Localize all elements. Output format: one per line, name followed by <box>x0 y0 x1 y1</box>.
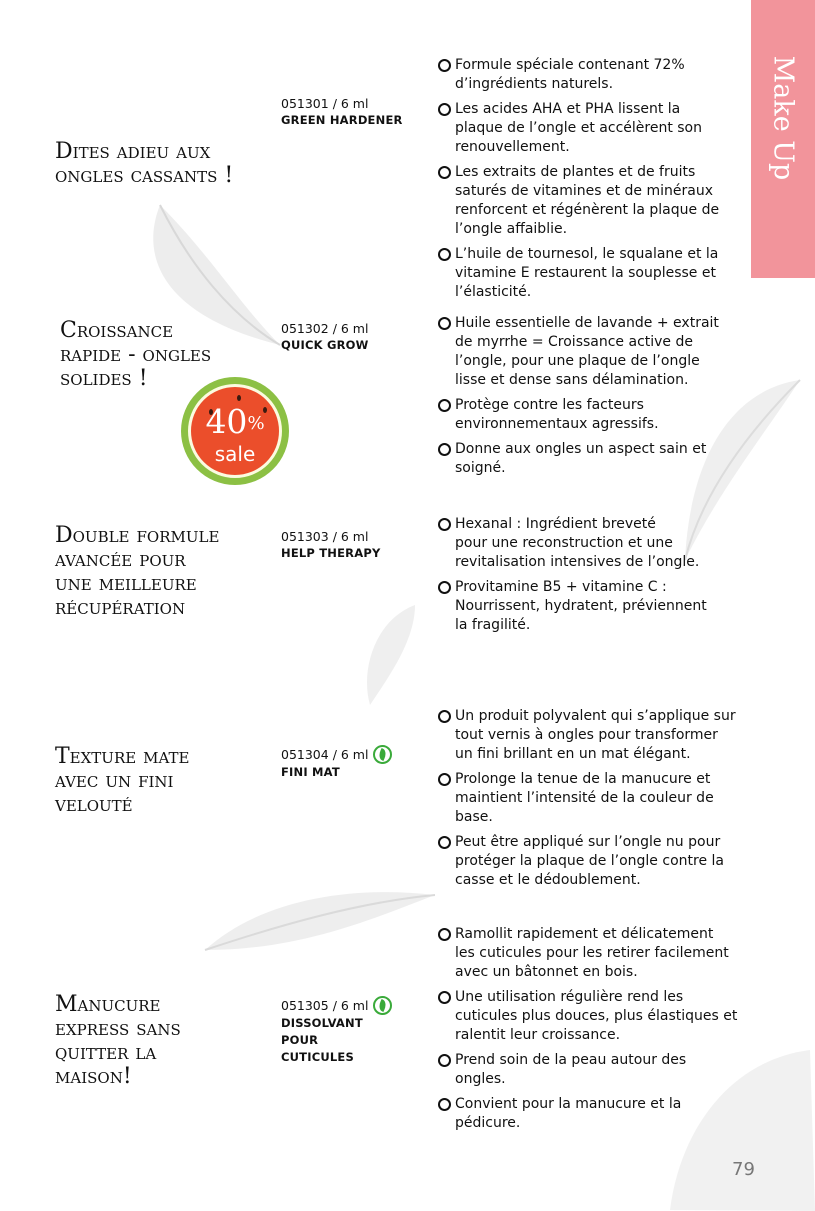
product-heading <box>55 745 190 817</box>
product-name: QUICK GROW <box>281 338 369 352</box>
product-heading <box>60 319 211 391</box>
bullet-icon <box>438 928 451 941</box>
heading-line: récupération <box>55 595 186 620</box>
heading-line: avancée pour <box>55 547 186 572</box>
feature-item: Un produit polyvalent qui s’applique sur tout vernis à ongles pour transformer un fini brillant en un mat élégant. <box>438 707 758 764</box>
product-name: GREEN HARDENER <box>281 113 403 127</box>
heading-line: ongles cassants ! <box>55 163 234 188</box>
product-ref: 051305 / 6 ml <box>281 996 392 1015</box>
feature-item: Donne aux ongles un aspect sain et soigné. <box>438 440 758 478</box>
sale-badge <box>181 377 289 485</box>
heading-line: Manucure <box>55 992 161 1017</box>
feature-item: Ramollit rapidement et délicatement les cuticules pour les retirer facilement avec un bâtonnet en bois. <box>438 925 758 982</box>
product-code <box>281 96 403 129</box>
heading-line: avec un fini <box>55 768 174 793</box>
feature-item: Convient pour la manucure et la pédicure. <box>438 1095 758 1133</box>
bullet-icon <box>438 317 451 330</box>
heading-line: solides ! <box>60 366 148 391</box>
feature-item: Protège contre les facteurs environnementaux agressifs. <box>438 396 758 434</box>
feature-item: Provitamine B5 + vitamine C : Nourrissent, hydratent, préviennent la fragilité. <box>438 578 758 635</box>
bullet-icon <box>438 581 451 594</box>
product-name: HELP THERAPY <box>281 546 381 560</box>
product-code <box>281 529 380 562</box>
sale-badge-inner <box>188 384 282 478</box>
eco-leaf-icon <box>373 745 392 764</box>
bullet-icon <box>438 443 451 456</box>
feature-item: Prend soin de la peau autour des ongles. <box>438 1051 758 1089</box>
product-name: DISSOLVANT <box>281 1016 363 1030</box>
heading-line: velouté <box>55 792 133 817</box>
bullet-icon <box>438 1098 451 1111</box>
product-ref: 051304 / 6 ml <box>281 745 392 764</box>
eco-leaf-icon <box>373 996 392 1015</box>
feature-item: Huile essentielle de lavande + extrait de myrrhe = Croissance active de l’ongle, pour une plaque de l’ongle lisse et dense sans délamination. <box>438 314 758 390</box>
feature-item: Les extraits de plantes et de fruits saturés de vitamines et de minéraux renforcent et régénèrent la plaque de l’ongle affaiblie. <box>438 163 758 239</box>
feature-item: Prolonge la tenue de la manucure et maintient l’intensité de la couleur de base. <box>438 770 758 827</box>
feather-decoration <box>200 880 440 970</box>
bullet-icon <box>438 518 451 531</box>
section-tab-label: Make Up <box>767 55 799 181</box>
bullet-icon <box>438 103 451 116</box>
feature-item: Les acides AHA et PHA lissent la plaque de l’ongle et accélèrent son renouvellement. <box>438 100 758 157</box>
heading-line: maison! <box>55 1064 132 1089</box>
heading-line: Texture mate <box>55 744 190 769</box>
bullet-icon <box>438 836 451 849</box>
product-code <box>281 745 392 781</box>
product-features <box>438 56 758 308</box>
bullet-icon <box>438 166 451 179</box>
feature-item: L’huile de tournesol, le squalane et la vitamine E restaurent la souplesse et l’élasticité. <box>438 245 758 302</box>
heading-line: quitter la <box>55 1040 157 1065</box>
feather-decoration <box>355 600 435 710</box>
product-features <box>438 515 758 641</box>
product-ref: 051302 / 6 ml <box>281 321 369 336</box>
product-heading <box>55 993 181 1089</box>
page-number: 79 <box>732 1159 755 1180</box>
product-heading <box>55 140 233 188</box>
heading-line: express sans <box>55 1016 181 1041</box>
product-name: CUTICULES <box>281 1050 354 1064</box>
product-features <box>438 925 758 1139</box>
bullet-icon <box>438 1054 451 1067</box>
feature-item: Une utilisation régulière rend les cuticules plus douces, plus élastiques et ralentit leur croissance. <box>438 988 758 1045</box>
sale-percent: 40% <box>205 402 265 441</box>
bullet-icon <box>438 773 451 786</box>
product-name: FINI MAT <box>281 765 340 779</box>
product-features <box>438 707 758 896</box>
feature-item: Peut être appliqué sur l’ongle nu pour protéger la plaque de l’ongle contre la casse et le dédoublement. <box>438 833 758 890</box>
heading-line: Croissance <box>60 318 174 343</box>
product-code <box>281 996 392 1066</box>
bullet-icon <box>438 991 451 1004</box>
product-name: POUR <box>281 1033 319 1047</box>
bullet-icon <box>438 710 451 723</box>
feature-item: Formule spéciale contenant 72% d’ingrédients naturels. <box>438 56 758 94</box>
heading-line: Dites adieu aux <box>55 139 211 164</box>
feature-item: Hexanal : Ingrédient breveté pour une reconstruction et une revitalisation intensives de l’ongle. <box>438 515 758 572</box>
heading-line: rapide - ongles <box>60 342 212 367</box>
heading-line: Double formule <box>55 523 220 548</box>
bullet-icon <box>438 248 451 261</box>
sale-label: sale <box>214 442 256 466</box>
bullet-icon <box>438 399 451 412</box>
heading-line: une meilleure <box>55 571 197 596</box>
product-ref: 051301 / 6 ml <box>281 96 369 111</box>
product-code <box>281 321 369 354</box>
product-features <box>438 314 758 484</box>
bullet-icon <box>438 59 451 72</box>
product-ref: 051303 / 6 ml <box>281 529 369 544</box>
product-heading <box>55 524 219 620</box>
